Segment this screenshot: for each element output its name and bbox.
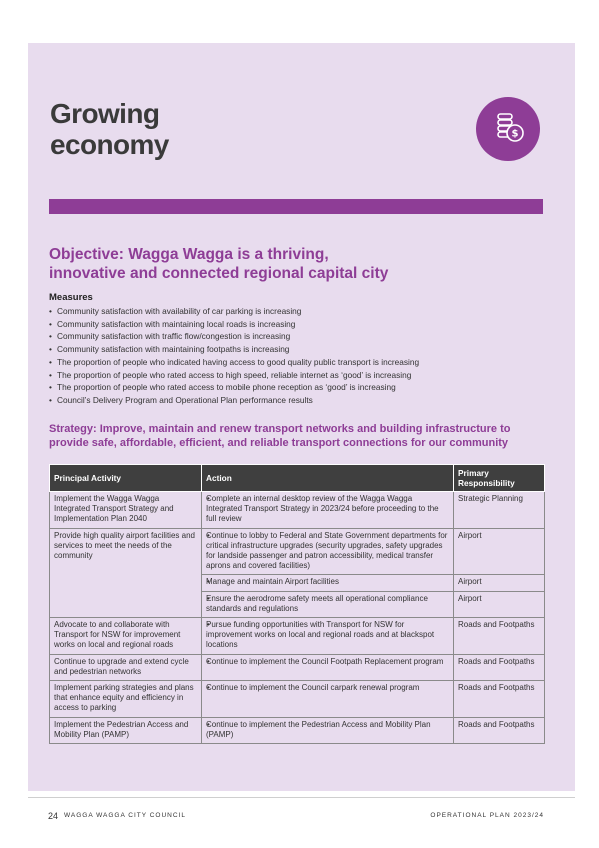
header-primary-responsibility: Primary Responsibility (454, 465, 545, 492)
objective-line-2: innovative and connected regional capital city (49, 265, 389, 282)
activity-cell: Provide high quality airport facilities and services to meet the needs of the community (50, 528, 202, 617)
action-cell: • Complete an internal desktop review of the Wagga Wagga Integrated Transport Strategy in 2023/24 before proceeding to the full review (202, 492, 454, 529)
activity-cell: Implement the Pedestrian Access and Mobility Plan (PAMP) (50, 717, 202, 743)
strategy-line-1: Strategy: Improve, maintain and renew transport networks and building infrastructure to (49, 423, 511, 435)
activity-cell: Implement parking strategies and plans that enhance equity and efficiency in access to parking (50, 681, 202, 718)
footer-divider (28, 797, 575, 798)
responsibility-cell: Roads and Footpaths (454, 654, 545, 680)
header-principal-activity: Principal Activity (50, 465, 202, 492)
action-cell: • Pursue funding opportunities with Transport for NSW for improvement works on local and regional roads and at blackspot locations (202, 618, 454, 655)
table-row (50, 681, 545, 718)
strategy-heading (49, 423, 510, 450)
measure-item: • Community satisfaction with availability of car parking is increasing (49, 305, 419, 318)
strategy-line-2: provide safe, affordable, efficient, and reliable transport connections for our community (49, 436, 509, 449)
table-row (50, 528, 545, 575)
measure-item: • Community satisfaction with traffic flow/congestion is increasing (49, 330, 419, 343)
measure-item: • The proportion of people who indicated having access to good quality public transport is increasing (49, 356, 419, 369)
title-line-1: Growing (50, 98, 160, 129)
footer-plan-name: OPERATIONAL PLAN 2023/24 (430, 812, 544, 819)
activity-cell: Implement the Wagga Wagga Integrated Transport Strategy and Implementation Plan 2040 (50, 492, 202, 529)
responsibility-cell: Strategic Planning (454, 492, 545, 529)
operational-plan-table (49, 464, 545, 744)
title-line-2: economy (50, 129, 169, 160)
table-row (50, 654, 545, 680)
table-header-row (50, 465, 545, 492)
measure-item: • Community satisfaction with maintaining footpaths is increasing (49, 343, 419, 356)
growing-economy-badge (476, 97, 540, 161)
action-cell: • Continue to implement the Council Footpath Replacement program (202, 654, 454, 680)
measure-item: • The proportion of people who rated access to high speed, reliable internet as ‘good’ is increasing (49, 369, 419, 382)
page-title (50, 98, 169, 160)
responsibility-cell: Airport (454, 575, 545, 591)
responsibility-cell: Airport (454, 591, 545, 617)
responsibility-cell: Roads and Footpaths (454, 618, 545, 655)
activity-cell: Advocate to and collaborate with Transport for NSW for improvement works on local and regional roads (50, 618, 202, 655)
footer-council-name: WAGGA WAGGA CITY COUNCIL (64, 812, 186, 819)
measure-item: • Council’s Delivery Program and Operational Plan performance results (49, 394, 419, 407)
page-number: 24 (48, 811, 59, 821)
activity-cell: Continue to upgrade and extend cycle and pedestrian networks (50, 654, 202, 680)
svg-text:$: $ (511, 128, 519, 140)
table-row (50, 492, 545, 529)
measure-item: • The proportion of people who rated access to mobile phone reception as ‘good’ is increasing (49, 381, 419, 394)
action-cell: • Manage and maintain Airport facilities (202, 575, 454, 591)
objective-line-1: Objective: Wagga Wagga is a thriving, (49, 246, 329, 263)
measures-heading: Measures (49, 292, 93, 303)
responsibility-cell: Roads and Footpaths (454, 681, 545, 718)
coins-dollar-icon (476, 97, 540, 161)
objective-heading (49, 245, 388, 283)
table-row (50, 717, 545, 743)
action-cell: • Continue to lobby to Federal and State Government departments for critical infrastructure upgrades (security upgrades, safety upgrades for landside passenger and patron accessibility, medical transfer aprons and covered facilities) (202, 528, 454, 575)
section-divider-bar (49, 199, 543, 214)
header-action: Action (202, 465, 454, 492)
responsibility-cell: Airport (454, 528, 545, 575)
responsibility-cell: Roads and Footpaths (454, 717, 545, 743)
measures-list (49, 305, 419, 407)
action-cell: • Continue to implement the Council carpark renewal program (202, 681, 454, 718)
measure-item: • Community satisfaction with maintaining local roads is increasing (49, 318, 419, 331)
table-row (50, 618, 545, 655)
action-cell: • Continue to implement the Pedestrian Access and Mobility Plan (PAMP) (202, 717, 454, 743)
action-cell: • Ensure the aerodrome safety meets all operational compliance standards and regulations (202, 591, 454, 617)
